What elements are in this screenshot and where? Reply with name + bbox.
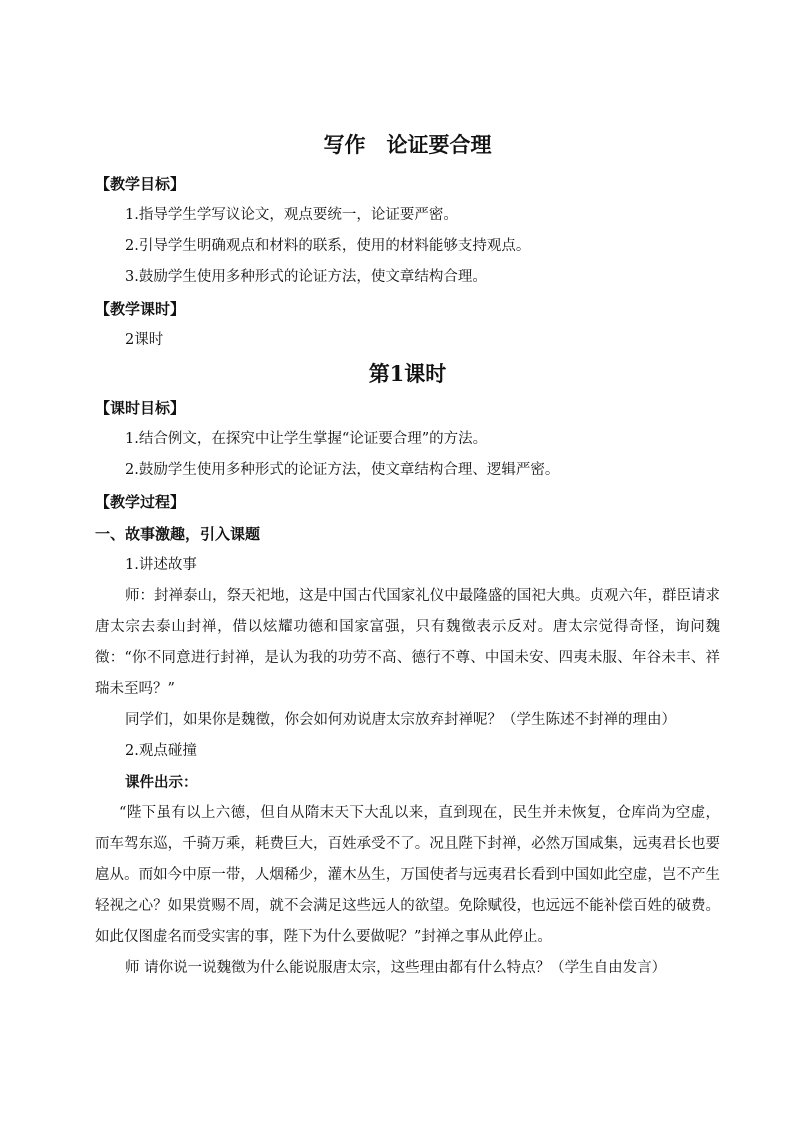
teaching-goal-1: 1.指导学生学写议论文，观点要统一，论证要严密。 [125,207,458,223]
final-paragraph: 师 请你说一说魏徵为什么能说服唐太宗，这些理由都有什么特点？（学生自由发言） [125,960,667,976]
teaching-goals-heading: 【教学目标】 [95,175,186,193]
part-one-heading: 一、故事激趣，引入课题 [95,525,261,543]
page-title: 写作 论证要合理 [323,132,492,157]
lesson-goal-2: 2.鼓励学生使用多种形式的论证方法，使文章结构合理、逻辑严密。 [125,462,560,478]
question-paragraph: 同学们，如果你是魏徵，你会如何劝说唐太宗放弃封禅呢？（学生陈述不封禅的理由） [125,712,676,728]
lesson-goals-heading: 【课时目标】 [95,399,186,417]
courseware-label: 课件出示： [125,774,198,791]
step-two-label: 2.观点碰撞 [125,743,197,759]
class-hours-heading: 【教学课时】 [95,300,186,318]
teaching-goal-2: 2.引导学生明确观点和材料的联系，使用的材料能够支持观点。 [125,238,531,254]
quote-paragraph: “陛下虽有以上六德，但自从隋末天下大乱以来，直到现在，民生并未恢复，仓库尚为空虚，而车驾东巡，千骑万乘，耗费巨大，百姓承受不了。况且陛下封禅，必然万国咸集，远夷君长也要扈从。而如今中原一带，人烟稀少，灌木丛生，万国使者与远夷君长看到中国如此空虚，岂不产生轻视之心？如果赏赐不周，就不会满足这些远人的欲望。免除赋役，也远远不能补偿百姓的破费。如此仅图虚名而受实害的事，陛下为什么要做呢？”封禅之事从此停止。 [95,805,720,945]
process-heading: 【教学过程】 [95,493,186,511]
step-one-label: 1.讲述故事 [125,557,197,573]
class-hours-value: 2课时 [125,332,164,348]
lesson-title: 第1课时 [368,361,447,386]
teaching-goal-3: 3.鼓励学生使用多种形式的论证方法，使文章结构合理。 [125,269,487,285]
lesson-goal-1: 1.结合例文，在探究中让学生掌握“论证要合理”的方法。 [125,431,488,447]
document-body [95,128,720,984]
story-paragraph: 师：封禅泰山，祭天祀地，这是中国古代国家礼仪中最隆盛的国祀大典。贞观六年，群臣请求唐太宗去泰山封禅，借以炫耀功德和国家富强，只有魏徵表示反对。唐太宗觉得奇怪，询问魏徵：“你不同意进行封禅，是认为我的功劳不高、德行不尊、中国未安、四夷未服、年谷未丰、祥瑞未至吗？” [95,588,720,697]
